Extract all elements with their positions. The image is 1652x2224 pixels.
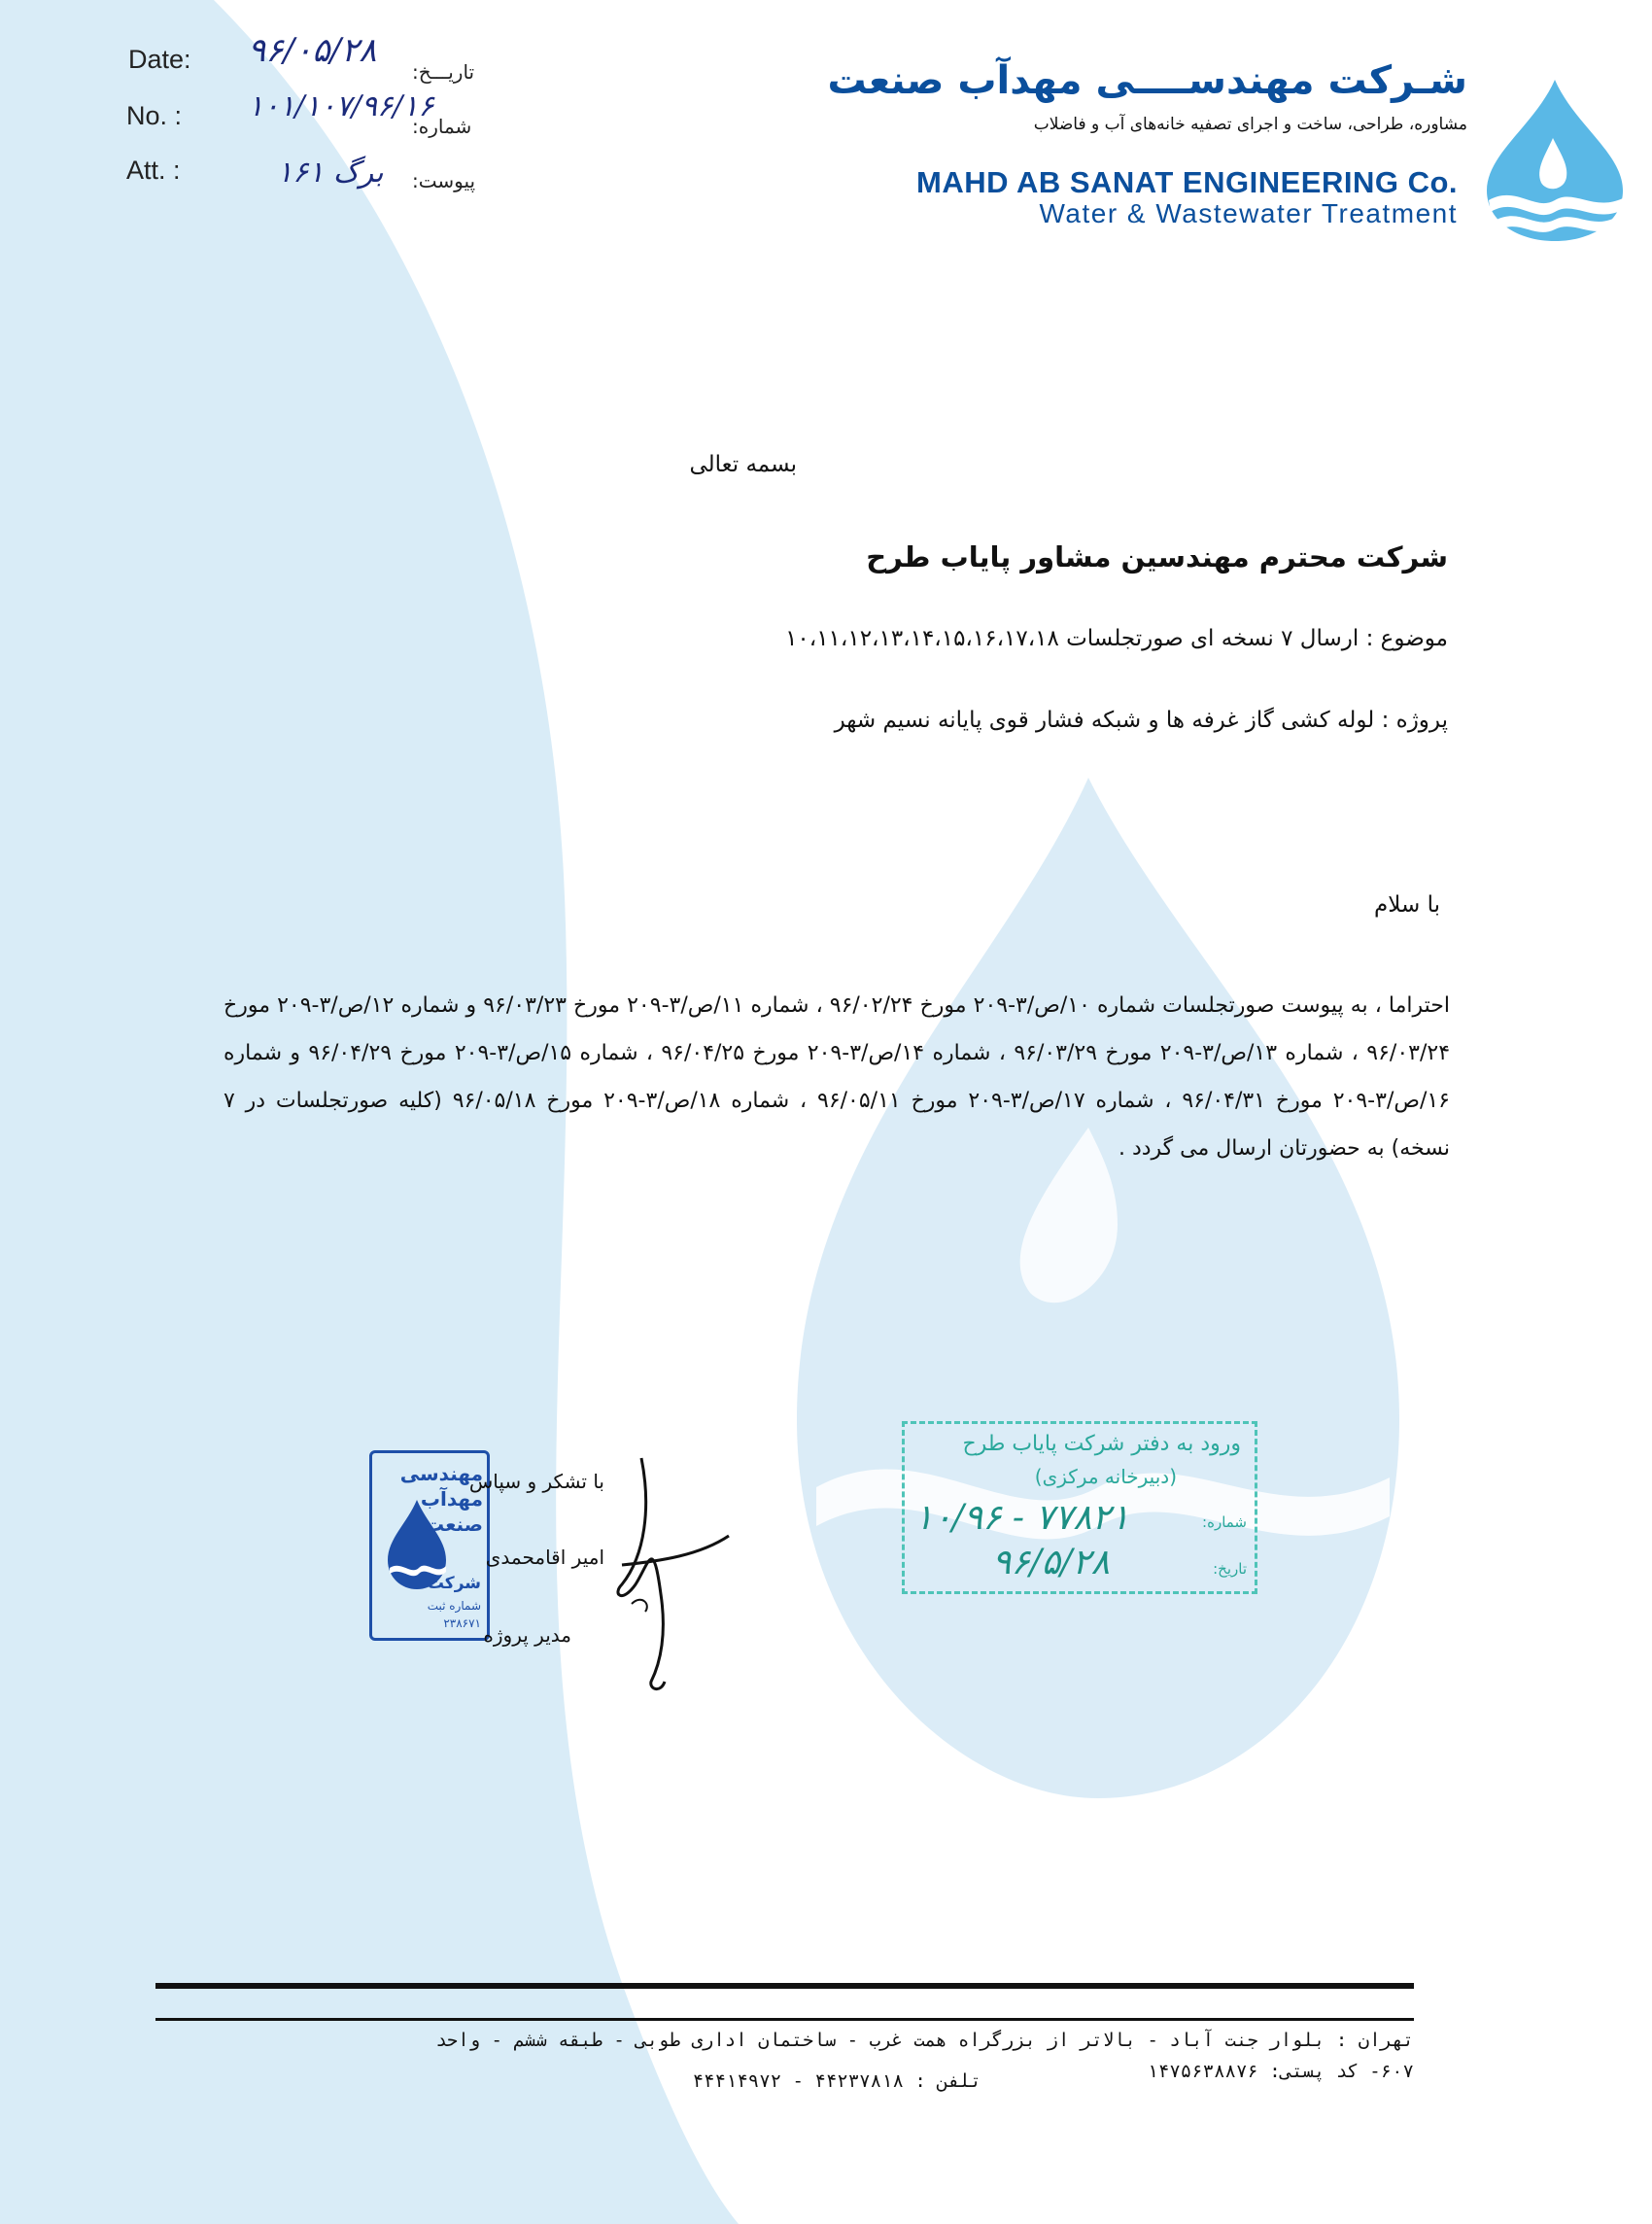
stamp-reg-number: ۲۳۸۶۷۱	[443, 1616, 481, 1630]
date-label-fa: تاریـــخ:	[412, 60, 475, 84]
att-label-fa: پیوست:	[412, 169, 476, 192]
company-tagline-en: Water & Wastewater Treatment	[1039, 198, 1458, 228]
stamp-reg-label: شماره ثبت	[427, 1599, 481, 1613]
date-label-en: Date:	[128, 45, 191, 74]
signature-name: امیر اقامحمدی	[485, 1546, 604, 1569]
letter-body: احتراما ، به پیوست صورتجلسات شماره ۱۰/ص/۳-۲۰۹ مورخ ۹۶/۰۲/۲۴ ، شماره ۱۱/ص/۳-۲۰۹ مورخ ۹۶/۰۳/۲۳ و شماره ۱۲/ص/۳-۲۰۹ مورخ ۹۶/۰۳/۲۴ ، شماره ۱۳/ص/۳-۲۰۹ مورخ ۹۶/۰۳/۲۹ ، شماره ۱۴/ص/۳-۲۰۹ مورخ ۹۶/۰۴/۲۵ ، شماره ۱۵/ص/۳-۲۰۹ مورخ ۹۶/۰۴/۲۹ و شماره ۱۶/ص/۳-۲۰۹ مورخ ۹۶/۰۴/۳۱ ، شماره ۱۷/ص/۳-۲۰۹ مورخ ۹۶/۰۵/۱۱ ، شماره ۱۸/ص/۳-۲۰۹ مورخ ۹۶/۰۵/۱۸ (کلیه صورتجلسات در ۷ نسخه) به حضورتان ارسال می گردد .	[224, 993, 1451, 1161]
stamp-company-name: مهندسی مهدآب صنعت	[399, 1462, 483, 1536]
subject-line: موضوع : ارسال ۷ نسخه ای صورتجلسات ۱۰،۱۱،۱۲،۱۳،۱۴،۱۵،۱۶،۱۷،۱۸	[785, 626, 1448, 651]
no-label-fa: شماره:	[412, 115, 472, 138]
company-tagline-fa: مشاوره، طراحی، ساخت و اجرای تصفیه خانه‌های آب و فاضلاب	[1033, 115, 1467, 134]
footer-rule-thin	[155, 2018, 1414, 2021]
date-value: ۹۶/۰۵/۲۸	[248, 31, 377, 70]
invocation: بسمه تعالی	[689, 452, 797, 477]
received-stamp-number-label: شماره:	[1202, 1513, 1247, 1531]
received-stamp-date: ۹۶/۵/۲۸	[992, 1543, 1110, 1582]
received-stamp-subtitle: (دبیرخانه مرکزی)	[1034, 1465, 1177, 1488]
footer-address-line1: تهران : بلوار جنت آباد - بالاتر از بزرگراه همت غرب - ساختمان اداری طوبی - طبقه ششم - واحد	[435, 2030, 1414, 2051]
footer-phone: تلفن : ۴۴۲۳۷۸۱۸ - ۴۴۴۱۴۹۷۲	[692, 2070, 981, 2092]
company-name-fa: شـرکت مهندســــی مهدآب صنعت	[827, 58, 1467, 103]
project-line: پروژه : لوله کشی گاز غرفه ها و شبکه فشار قوی پایانه نسیم شهر	[834, 708, 1448, 733]
greeting: با سلام	[1374, 892, 1440, 918]
recipient: شرکت محترم مهندسین مشاور پایاب طرح	[866, 540, 1448, 573]
watermark-drop	[797, 778, 1399, 1798]
handwritten-signature-icon	[602, 1448, 739, 1701]
signature-closing: با تشکر و سپاس	[468, 1470, 604, 1493]
stamp-company-label: شرکت	[427, 1574, 481, 1593]
signature-title: مدیر پروژه	[483, 1623, 571, 1647]
footer-address-line2: ۶۰۷- کد پستی: ۱۴۷۵۶۳۸۸۷۶	[1147, 2061, 1414, 2082]
footer-rule-thick	[155, 1983, 1414, 1989]
att-label-en: Att. :	[126, 156, 181, 185]
no-label-en: No. :	[126, 101, 183, 130]
att-value: ۱۶۱ برگ	[277, 156, 384, 190]
received-stamp-title: ورود به دفتر شرکت پایاب طرح	[962, 1432, 1241, 1456]
water-drop-icon	[1477, 76, 1633, 243]
received-stamp	[902, 1421, 1257, 1594]
no-value: ۱۰۱/۱۰۷/۹۶/۱۶	[248, 89, 434, 123]
company-name-en: MAHD AB SANAT ENGINEERING Co.	[916, 165, 1458, 199]
received-stamp-number: ۱۰/۹۶ - ۷۷۸۲۱	[914, 1498, 1130, 1538]
received-stamp-date-label: تاریخ:	[1213, 1560, 1247, 1578]
